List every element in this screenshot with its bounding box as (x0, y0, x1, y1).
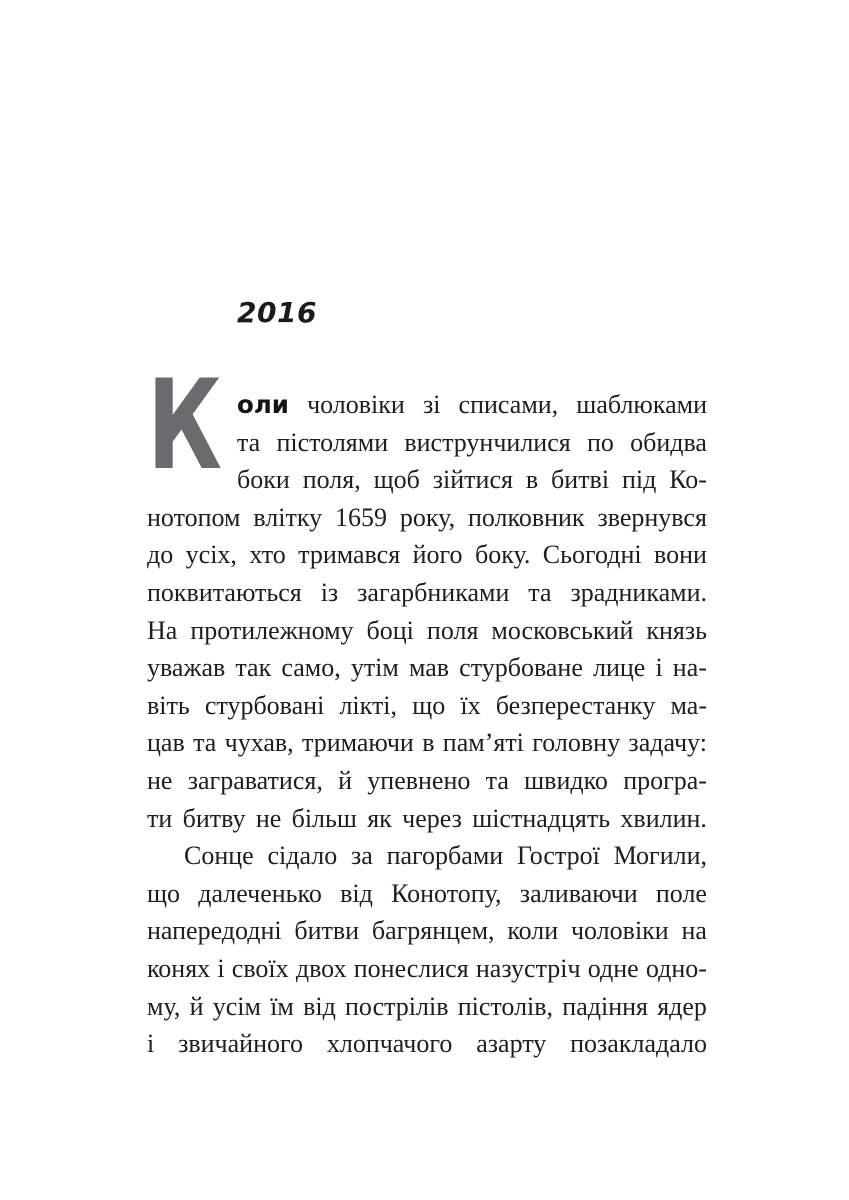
word: віть (147, 690, 190, 720)
paragraph1-line (147, 800, 707, 838)
word: пістолів, (457, 991, 554, 1021)
word: Сонце (184, 841, 254, 871)
word: вони (654, 540, 707, 570)
paragraph1-line (147, 649, 707, 687)
word: тримаючи (302, 728, 414, 758)
word: загарбниками (357, 577, 510, 607)
word: битви (294, 916, 360, 946)
word: полковник (467, 502, 585, 532)
word: хлопчачого (326, 1029, 453, 1059)
word: на (681, 916, 707, 946)
word: обидва (630, 427, 707, 457)
word: зійтися (432, 465, 513, 495)
word: звернувся (597, 502, 707, 532)
word: та (193, 728, 217, 758)
word: Конотопу, (391, 878, 502, 908)
lead-word: оли (237, 390, 289, 419)
word: усім (212, 991, 261, 1021)
word: ядер (657, 991, 707, 1021)
word: й (189, 991, 204, 1021)
word: влітку (253, 502, 323, 532)
word: під (621, 465, 657, 495)
word: в (525, 465, 539, 495)
word: далеченько (198, 878, 322, 908)
paragraph2-line (147, 950, 707, 988)
word: їм (270, 991, 294, 1021)
word: і (147, 1029, 155, 1059)
word: На (147, 615, 178, 645)
word: цав (147, 728, 185, 758)
word: лице (593, 653, 646, 683)
word: що (147, 878, 181, 908)
word: його (412, 540, 463, 570)
word: Могили, (613, 841, 707, 871)
word: азарту (476, 1029, 547, 1059)
word: як (367, 803, 392, 833)
word: зі (422, 390, 441, 419)
word: своїх (231, 953, 289, 983)
body-text-block (147, 354, 707, 1063)
word: ти (147, 803, 173, 833)
text-lines (147, 386, 707, 1063)
word: по (586, 427, 614, 457)
word: назустріч (475, 953, 581, 983)
word: чоловіки (570, 916, 669, 946)
word: і (655, 653, 663, 683)
word: програ- (623, 765, 707, 795)
word: головну (532, 728, 621, 758)
word: із (320, 577, 339, 607)
word: мав (408, 653, 450, 683)
word: шаблюками (576, 390, 707, 419)
word: понеслися (353, 953, 469, 983)
word: в (422, 728, 435, 758)
paragraph1-line (147, 386, 707, 424)
word: утім (350, 653, 399, 683)
word: багрянцем, (371, 916, 495, 946)
word: поля (426, 615, 479, 645)
paragraph1-line (147, 499, 707, 537)
word: за (351, 841, 373, 871)
word: через (402, 803, 462, 833)
word: тримався (298, 540, 401, 570)
word: битву (182, 803, 246, 833)
word: Ко- (669, 465, 707, 495)
drop-cap-letter: К (147, 354, 223, 498)
word: поля, (302, 465, 361, 495)
paragraph2-line (147, 988, 707, 1026)
word: списами, (458, 390, 559, 419)
word: та (237, 427, 261, 457)
word: заграватися, (187, 765, 323, 795)
word: 1659 (335, 502, 388, 532)
word: двох (295, 953, 347, 983)
word: нотопом (147, 502, 241, 532)
word: та (485, 765, 509, 795)
paragraph1-line (147, 424, 707, 462)
word: хвилин. (620, 803, 707, 833)
chapter-year-heading: 2016 (237, 296, 317, 329)
word: року, (399, 502, 456, 532)
word: звичайного (178, 1029, 303, 1059)
paragraph1-line (147, 762, 707, 800)
paragraph2-line (147, 912, 707, 950)
word: упевнено (367, 765, 471, 795)
word: Сьогодні (542, 540, 642, 570)
word: позакладало (570, 1029, 707, 1059)
paragraph1-line (147, 574, 707, 612)
word: му, (147, 991, 181, 1021)
paragraph1-line (147, 687, 707, 725)
word: та (528, 577, 552, 607)
word: пагорбами (386, 841, 504, 871)
word: чухав, (224, 728, 294, 758)
word: безперестанку (495, 690, 656, 720)
word: ма- (670, 690, 707, 720)
word: задачу: (628, 728, 707, 758)
paragraph1-line (147, 536, 707, 574)
word: виструнчилися (404, 427, 571, 457)
word: само, (281, 653, 341, 683)
word: стурбовані (204, 690, 325, 720)
word: хто (249, 540, 286, 570)
word: пострілів (345, 991, 449, 1021)
word: що (412, 690, 446, 720)
word: князь (646, 615, 707, 645)
word: зрадниками. (570, 577, 707, 607)
paragraph2-line (147, 837, 707, 875)
word: коли (507, 916, 559, 946)
word: стурбоване (459, 653, 583, 683)
word: напередодні (147, 916, 282, 946)
word: боки (237, 465, 290, 495)
word: й (338, 765, 353, 795)
word: пістолями (276, 427, 389, 457)
word: сідало (267, 841, 338, 871)
word: від (340, 878, 373, 908)
paragraph1-line (147, 461, 707, 499)
word: пам’яті (442, 728, 524, 758)
word: боці (366, 615, 414, 645)
word: більш (291, 803, 357, 833)
word: московський (491, 615, 634, 645)
word: від (303, 991, 336, 1021)
word: протилежному (190, 615, 354, 645)
word: поквитаються (147, 577, 302, 607)
paragraph1-line (147, 724, 707, 762)
word: не (147, 765, 173, 795)
word: падіння (562, 991, 648, 1021)
word: боку. (474, 540, 531, 570)
word: так (235, 653, 272, 683)
word: усіх, (185, 540, 237, 570)
word: одно- (645, 953, 707, 983)
word: на- (672, 653, 707, 683)
word: не (255, 803, 282, 833)
word: поле (655, 878, 707, 908)
word: до (147, 540, 174, 570)
word: конях (147, 953, 211, 983)
word: Гострої (516, 841, 600, 871)
word: лікті, (339, 690, 398, 720)
word: швидко (524, 765, 608, 795)
paragraph1-line (147, 612, 707, 650)
word: уважав (147, 653, 226, 683)
word: битві (551, 465, 610, 495)
word: одне (587, 953, 639, 983)
word: заливаючи (519, 878, 638, 908)
word: і (217, 953, 225, 983)
word: щоб (373, 465, 420, 495)
word: чоловіки (307, 390, 405, 419)
paragraph2-line (147, 875, 707, 913)
paragraph2-line (147, 1025, 707, 1063)
word: шістнадцять (472, 803, 611, 833)
word: їх (460, 690, 481, 720)
